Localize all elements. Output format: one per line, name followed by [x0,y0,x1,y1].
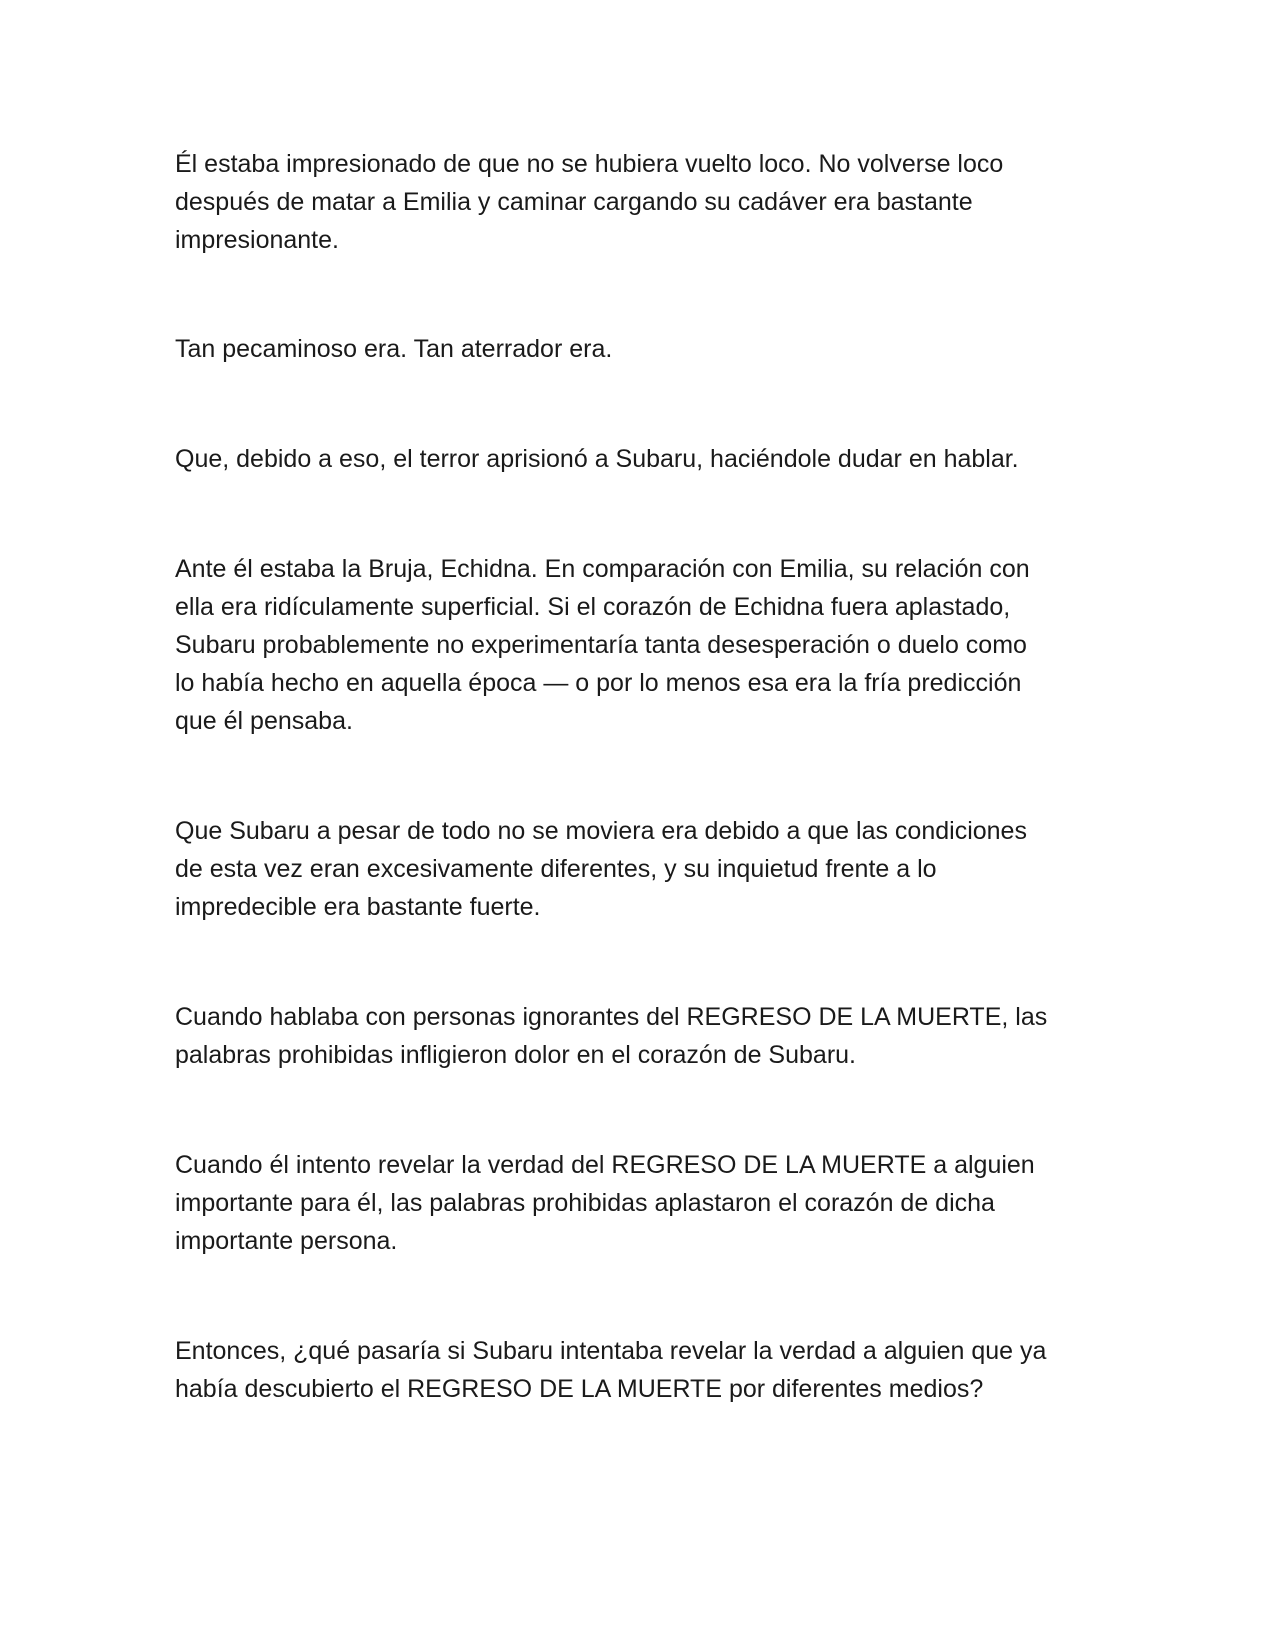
paragraph-8: Entonces, ¿qué pasaría si Subaru intentaba revelar la verdad a alguien que ya había descubierto el REGRESO DE LA MUERTE por diferentes medios? [175,1337,1047,1403]
paragraph-3: Que, debido a eso, el terror aprisionó a Subaru, haciéndole dudar en hablar. [175,445,1019,473]
paragraph-4: Ante él estaba la Bruja, Echidna. En comparación con Emilia, su relación con ella era ridículamente superficial. Si el corazón de Echidna fuera aplastado, Subaru probablemente no experimentaría tanta desesperación o duelo como lo había hecho en aquella época — o por lo menos esa era la fría predicción que él pensaba. [175,555,1030,735]
paragraph-1: Él estaba impresionado de que no se hubiera vuelto loco. No volverse loco después de matar a Emilia y caminar cargando su cadáver era bastante impresionante. [175,150,1004,254]
paragraph-7: Cuando él intento revelar la verdad del REGRESO DE LA MUERTE a alguien importante para él, las palabras prohibidas aplastaron el corazón de dicha importante persona. [175,1151,1035,1255]
paragraph-6: Cuando hablaba con personas ignorantes del REGRESO DE LA MUERTE, las palabras prohibidas infligieron dolor en el corazón de Subaru. [175,1003,1048,1069]
paragraph-5: Que Subaru a pesar de todo no se moviera era debido a que las condiciones de esta vez eran excesivamente diferentes, y su inquietud frente a lo impredecible era bastante fuerte. [175,817,1027,921]
document-body [175,145,1095,1408]
paragraph-2: Tan pecaminoso era. Tan aterrador era. [175,335,613,363]
